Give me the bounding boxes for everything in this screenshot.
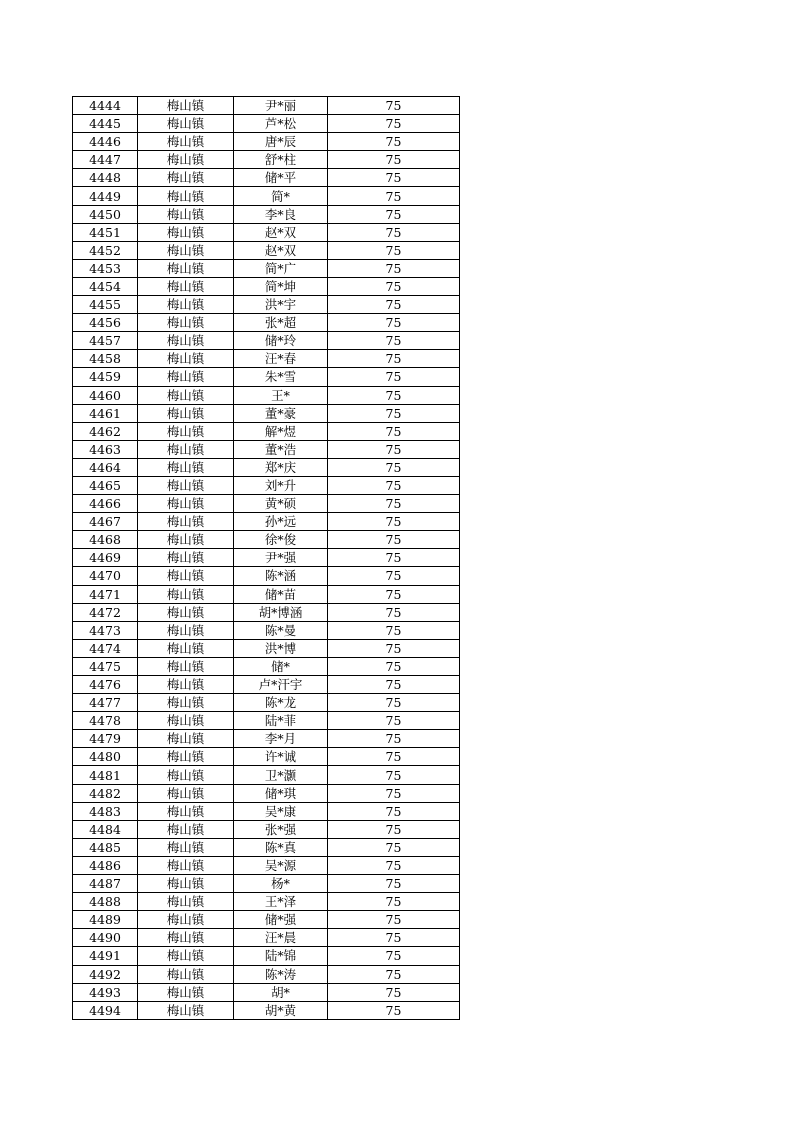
person-name-cell: 舒*柱 <box>234 151 328 169</box>
person-name-cell: 杨* <box>234 875 328 893</box>
row-number-cell: 4476 <box>73 676 138 694</box>
person-name-cell: 赵*双 <box>234 223 328 241</box>
town-cell: 梅山镇 <box>138 621 234 639</box>
town-cell: 梅山镇 <box>138 929 234 947</box>
person-name-cell: 汪*晨 <box>234 929 328 947</box>
score-cell: 75 <box>328 350 460 368</box>
town-cell: 梅山镇 <box>138 730 234 748</box>
score-cell: 75 <box>328 766 460 784</box>
town-cell: 梅山镇 <box>138 259 234 277</box>
table-row <box>73 639 460 657</box>
town-cell: 梅山镇 <box>138 694 234 712</box>
row-number-cell: 4453 <box>73 259 138 277</box>
row-number-cell: 4445 <box>73 115 138 133</box>
score-cell: 75 <box>328 838 460 856</box>
person-name-cell: 储*苗 <box>234 585 328 603</box>
row-number-cell: 4466 <box>73 495 138 513</box>
row-number-cell: 4456 <box>73 314 138 332</box>
row-number-cell: 4450 <box>73 205 138 223</box>
town-cell: 梅山镇 <box>138 223 234 241</box>
row-number-cell: 4461 <box>73 404 138 422</box>
row-number-cell: 4477 <box>73 694 138 712</box>
town-cell: 梅山镇 <box>138 838 234 856</box>
town-cell: 梅山镇 <box>138 639 234 657</box>
person-name-cell: 储*平 <box>234 169 328 187</box>
person-name-cell: 董*浩 <box>234 440 328 458</box>
table-row <box>73 784 460 802</box>
town-cell: 梅山镇 <box>138 965 234 983</box>
row-number-cell: 4472 <box>73 603 138 621</box>
score-cell: 75 <box>328 983 460 1001</box>
town-cell: 梅山镇 <box>138 712 234 730</box>
row-number-cell: 4475 <box>73 657 138 675</box>
row-number-cell: 4494 <box>73 1001 138 1019</box>
score-cell: 75 <box>328 241 460 259</box>
score-cell: 75 <box>328 223 460 241</box>
table-row <box>73 585 460 603</box>
town-cell: 梅山镇 <box>138 314 234 332</box>
table-row <box>73 205 460 223</box>
town-cell: 梅山镇 <box>138 368 234 386</box>
row-number-cell: 4493 <box>73 983 138 1001</box>
table-row <box>73 314 460 332</box>
table-row <box>73 694 460 712</box>
score-cell: 75 <box>328 259 460 277</box>
score-cell: 75 <box>328 676 460 694</box>
score-cell: 75 <box>328 422 460 440</box>
row-number-cell: 4459 <box>73 368 138 386</box>
score-cell: 75 <box>328 712 460 730</box>
score-cell: 75 <box>328 476 460 494</box>
person-name-cell: 胡* <box>234 983 328 1001</box>
score-cell: 75 <box>328 657 460 675</box>
person-name-cell: 尹*强 <box>234 549 328 567</box>
town-cell: 梅山镇 <box>138 766 234 784</box>
person-name-cell: 张*强 <box>234 820 328 838</box>
score-cell: 75 <box>328 893 460 911</box>
row-number-cell: 4469 <box>73 549 138 567</box>
town-cell: 梅山镇 <box>138 947 234 965</box>
row-number-cell: 4446 <box>73 133 138 151</box>
row-number-cell: 4488 <box>73 893 138 911</box>
score-cell: 75 <box>328 458 460 476</box>
score-cell: 75 <box>328 513 460 531</box>
table-row <box>73 476 460 494</box>
table-row <box>73 115 460 133</box>
person-name-cell: 简*广 <box>234 259 328 277</box>
table-row <box>73 296 460 314</box>
row-number-cell: 4473 <box>73 621 138 639</box>
row-number-cell: 4455 <box>73 296 138 314</box>
table-row <box>73 712 460 730</box>
person-name-cell: 吴*康 <box>234 802 328 820</box>
table-row <box>73 133 460 151</box>
table-row <box>73 422 460 440</box>
table-row <box>73 802 460 820</box>
person-name-cell: 陆*菲 <box>234 712 328 730</box>
table-row <box>73 730 460 748</box>
row-number-cell: 4491 <box>73 947 138 965</box>
town-cell: 梅山镇 <box>138 1001 234 1019</box>
row-number-cell: 4463 <box>73 440 138 458</box>
table-row <box>73 241 460 259</box>
row-number-cell: 4485 <box>73 838 138 856</box>
table-row <box>73 277 460 295</box>
table-row <box>73 368 460 386</box>
person-name-cell: 储*玲 <box>234 332 328 350</box>
town-cell: 梅山镇 <box>138 350 234 368</box>
table-row <box>73 332 460 350</box>
town-cell: 梅山镇 <box>138 187 234 205</box>
person-name-cell: 张*超 <box>234 314 328 332</box>
score-cell: 75 <box>328 784 460 802</box>
person-name-cell: 尹*丽 <box>234 97 328 115</box>
town-cell: 梅山镇 <box>138 531 234 549</box>
person-name-cell: 李*良 <box>234 205 328 223</box>
roster-table-body <box>73 97 460 1020</box>
person-name-cell: 洪*宇 <box>234 296 328 314</box>
score-cell: 75 <box>328 730 460 748</box>
table-row <box>73 621 460 639</box>
row-number-cell: 4444 <box>73 97 138 115</box>
row-number-cell: 4487 <box>73 875 138 893</box>
table-row <box>73 875 460 893</box>
person-name-cell: 陈*曼 <box>234 621 328 639</box>
score-cell: 75 <box>328 205 460 223</box>
score-cell: 75 <box>328 440 460 458</box>
table-row <box>73 657 460 675</box>
person-name-cell: 储* <box>234 657 328 675</box>
town-cell: 梅山镇 <box>138 151 234 169</box>
row-number-cell: 4486 <box>73 856 138 874</box>
score-cell: 75 <box>328 169 460 187</box>
score-cell: 75 <box>328 965 460 983</box>
table-row <box>73 676 460 694</box>
town-cell: 梅山镇 <box>138 893 234 911</box>
table-row <box>73 983 460 1001</box>
score-cell: 75 <box>328 404 460 422</box>
score-cell: 75 <box>328 911 460 929</box>
table-row <box>73 856 460 874</box>
person-name-cell: 董*豪 <box>234 404 328 422</box>
town-cell: 梅山镇 <box>138 97 234 115</box>
score-cell: 75 <box>328 187 460 205</box>
person-name-cell: 孙*远 <box>234 513 328 531</box>
score-cell: 75 <box>328 151 460 169</box>
table-row <box>73 458 460 476</box>
person-name-cell: 卫*灏 <box>234 766 328 784</box>
person-name-cell: 简*坤 <box>234 277 328 295</box>
town-cell: 梅山镇 <box>138 549 234 567</box>
score-cell: 75 <box>328 296 460 314</box>
score-cell: 75 <box>328 947 460 965</box>
town-cell: 梅山镇 <box>138 495 234 513</box>
person-name-cell: 芦*松 <box>234 115 328 133</box>
person-name-cell: 陈*涵 <box>234 567 328 585</box>
row-number-cell: 4460 <box>73 386 138 404</box>
town-cell: 梅山镇 <box>138 458 234 476</box>
table-row <box>73 929 460 947</box>
town-cell: 梅山镇 <box>138 133 234 151</box>
row-number-cell: 4471 <box>73 585 138 603</box>
score-cell: 75 <box>328 1001 460 1019</box>
row-number-cell: 4482 <box>73 784 138 802</box>
row-number-cell: 4449 <box>73 187 138 205</box>
row-number-cell: 4490 <box>73 929 138 947</box>
score-cell: 75 <box>328 621 460 639</box>
table-row <box>73 838 460 856</box>
score-cell: 75 <box>328 802 460 820</box>
row-number-cell: 4454 <box>73 277 138 295</box>
town-cell: 梅山镇 <box>138 983 234 1001</box>
score-cell: 75 <box>328 748 460 766</box>
row-number-cell: 4462 <box>73 422 138 440</box>
person-name-cell: 赵*双 <box>234 241 328 259</box>
person-name-cell: 储*强 <box>234 911 328 929</box>
score-cell: 75 <box>328 133 460 151</box>
town-cell: 梅山镇 <box>138 296 234 314</box>
row-number-cell: 4489 <box>73 911 138 929</box>
score-cell: 75 <box>328 368 460 386</box>
table-row <box>73 549 460 567</box>
town-cell: 梅山镇 <box>138 277 234 295</box>
town-cell: 梅山镇 <box>138 875 234 893</box>
table-row <box>73 386 460 404</box>
score-cell: 75 <box>328 585 460 603</box>
person-name-cell: 黄*硕 <box>234 495 328 513</box>
table-row <box>73 766 460 784</box>
person-name-cell: 洪*博 <box>234 639 328 657</box>
town-cell: 梅山镇 <box>138 440 234 458</box>
town-cell: 梅山镇 <box>138 676 234 694</box>
row-number-cell: 4480 <box>73 748 138 766</box>
town-cell: 梅山镇 <box>138 386 234 404</box>
score-cell: 75 <box>328 314 460 332</box>
person-name-cell: 储*琪 <box>234 784 328 802</box>
town-cell: 梅山镇 <box>138 513 234 531</box>
table-row <box>73 97 460 115</box>
row-number-cell: 4452 <box>73 241 138 259</box>
score-cell: 75 <box>328 694 460 712</box>
town-cell: 梅山镇 <box>138 169 234 187</box>
row-number-cell: 4481 <box>73 766 138 784</box>
row-number-cell: 4451 <box>73 223 138 241</box>
person-name-cell: 徐*俊 <box>234 531 328 549</box>
town-cell: 梅山镇 <box>138 476 234 494</box>
table-row <box>73 947 460 965</box>
row-number-cell: 4492 <box>73 965 138 983</box>
table-row <box>73 440 460 458</box>
town-cell: 梅山镇 <box>138 911 234 929</box>
score-cell: 75 <box>328 277 460 295</box>
town-cell: 梅山镇 <box>138 422 234 440</box>
table-row <box>73 169 460 187</box>
row-number-cell: 4483 <box>73 802 138 820</box>
town-cell: 梅山镇 <box>138 585 234 603</box>
row-number-cell: 4470 <box>73 567 138 585</box>
table-row <box>73 495 460 513</box>
town-cell: 梅山镇 <box>138 802 234 820</box>
town-cell: 梅山镇 <box>138 241 234 259</box>
person-name-cell: 汪*春 <box>234 350 328 368</box>
score-cell: 75 <box>328 820 460 838</box>
town-cell: 梅山镇 <box>138 657 234 675</box>
town-cell: 梅山镇 <box>138 205 234 223</box>
town-cell: 梅山镇 <box>138 856 234 874</box>
row-number-cell: 4465 <box>73 476 138 494</box>
row-number-cell: 4467 <box>73 513 138 531</box>
row-number-cell: 4448 <box>73 169 138 187</box>
row-number-cell: 4464 <box>73 458 138 476</box>
table-row <box>73 223 460 241</box>
score-cell: 75 <box>328 386 460 404</box>
town-cell: 梅山镇 <box>138 784 234 802</box>
table-row <box>73 259 460 277</box>
person-name-cell: 王* <box>234 386 328 404</box>
person-name-cell: 唐*辰 <box>234 133 328 151</box>
table-row <box>73 748 460 766</box>
person-name-cell: 许*诚 <box>234 748 328 766</box>
table-row <box>73 911 460 929</box>
table-row <box>73 893 460 911</box>
person-name-cell: 吴*源 <box>234 856 328 874</box>
table-row <box>73 187 460 205</box>
row-number-cell: 4468 <box>73 531 138 549</box>
table-row <box>73 1001 460 1019</box>
town-cell: 梅山镇 <box>138 748 234 766</box>
person-name-cell: 解*煜 <box>234 422 328 440</box>
row-number-cell: 4447 <box>73 151 138 169</box>
row-number-cell: 4484 <box>73 820 138 838</box>
table-row <box>73 603 460 621</box>
person-name-cell: 李*月 <box>234 730 328 748</box>
table-row <box>73 404 460 422</box>
table-row <box>73 567 460 585</box>
score-cell: 75 <box>328 856 460 874</box>
table-row <box>73 820 460 838</box>
score-cell: 75 <box>328 97 460 115</box>
score-cell: 75 <box>328 115 460 133</box>
town-cell: 梅山镇 <box>138 332 234 350</box>
person-name-cell: 朱*雪 <box>234 368 328 386</box>
row-number-cell: 4478 <box>73 712 138 730</box>
person-name-cell: 陈*真 <box>234 838 328 856</box>
score-cell: 75 <box>328 639 460 657</box>
score-cell: 75 <box>328 929 460 947</box>
town-cell: 梅山镇 <box>138 603 234 621</box>
roster-table <box>72 96 460 1020</box>
town-cell: 梅山镇 <box>138 115 234 133</box>
table-row <box>73 350 460 368</box>
score-cell: 75 <box>328 875 460 893</box>
table-row <box>73 513 460 531</box>
table-row <box>73 965 460 983</box>
score-cell: 75 <box>328 567 460 585</box>
score-cell: 75 <box>328 603 460 621</box>
score-cell: 75 <box>328 332 460 350</box>
score-cell: 75 <box>328 531 460 549</box>
person-name-cell: 陆*锦 <box>234 947 328 965</box>
person-name-cell: 卢*汗宇 <box>234 676 328 694</box>
table-row <box>73 531 460 549</box>
person-name-cell: 郑*庆 <box>234 458 328 476</box>
row-number-cell: 4457 <box>73 332 138 350</box>
table-row <box>73 151 460 169</box>
person-name-cell: 陈*涛 <box>234 965 328 983</box>
row-number-cell: 4458 <box>73 350 138 368</box>
row-number-cell: 4479 <box>73 730 138 748</box>
person-name-cell: 简* <box>234 187 328 205</box>
person-name-cell: 王*泽 <box>234 893 328 911</box>
row-number-cell: 4474 <box>73 639 138 657</box>
town-cell: 梅山镇 <box>138 567 234 585</box>
town-cell: 梅山镇 <box>138 820 234 838</box>
person-name-cell: 刘*升 <box>234 476 328 494</box>
person-name-cell: 胡*博涵 <box>234 603 328 621</box>
score-cell: 75 <box>328 495 460 513</box>
person-name-cell: 胡*黄 <box>234 1001 328 1019</box>
person-name-cell: 陈*龙 <box>234 694 328 712</box>
score-cell: 75 <box>328 549 460 567</box>
town-cell: 梅山镇 <box>138 404 234 422</box>
